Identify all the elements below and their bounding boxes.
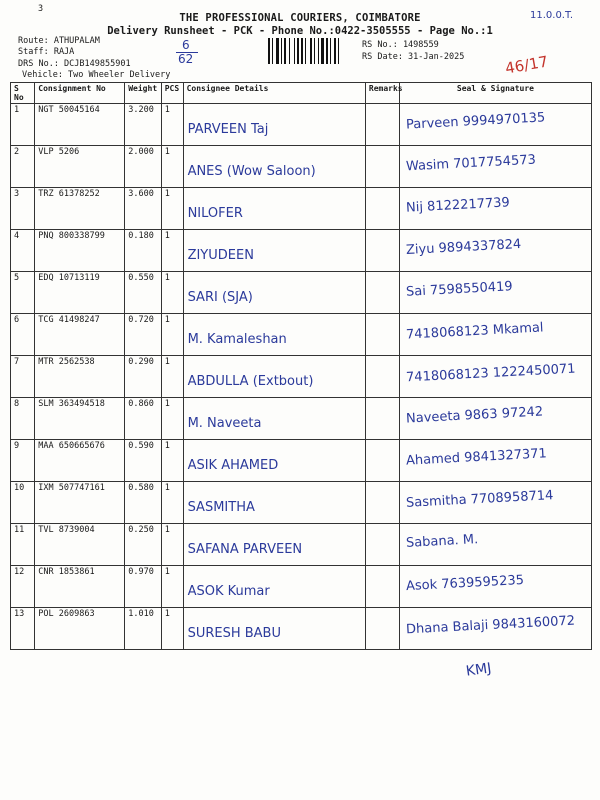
consignee-handwriting: ASOK Kumar xyxy=(187,584,270,599)
consignee-handwriting: NILOFER xyxy=(187,206,243,221)
corner-mark: 3 xyxy=(38,4,44,14)
cell-weight: 3.200 xyxy=(125,104,161,146)
cell-signature xyxy=(399,104,591,146)
cell-signature xyxy=(399,524,591,566)
cell-sno: 5 xyxy=(11,272,35,314)
table-row xyxy=(11,608,592,650)
signature-handwriting: 7418068123 Mkamal xyxy=(405,320,544,343)
cell-pcs: 1 xyxy=(161,314,183,356)
signature-handwriting: 7418068123 1222450071 xyxy=(405,361,576,386)
barcode xyxy=(268,38,354,64)
cell-remarks xyxy=(365,230,399,272)
table-row xyxy=(11,188,592,230)
cell-weight: 3.600 xyxy=(125,188,161,230)
cell-consignment-no: TVL 8739004 xyxy=(35,524,125,566)
cell-sno: 8 xyxy=(11,398,35,440)
table-row xyxy=(11,230,592,272)
cell-pcs: 1 xyxy=(161,482,183,524)
header-consignment: Consignment No xyxy=(35,83,125,104)
cell-sno: 12 xyxy=(11,566,35,608)
cell-pcs: 1 xyxy=(161,104,183,146)
consignee-handwriting: ABDULLA (Extbout) xyxy=(187,374,314,389)
cell-remarks xyxy=(365,104,399,146)
bottom-initials: KMJ xyxy=(465,660,493,680)
header-remarks: Remarks xyxy=(365,83,399,104)
route-label: Route: ATHUPALAM xyxy=(18,36,100,46)
consignee-handwriting: SURESH BABU xyxy=(187,626,281,641)
cell-sno: 10 xyxy=(11,482,35,524)
cell-pcs: 1 xyxy=(161,230,183,272)
cell-sno: 9 xyxy=(11,440,35,482)
cell-consignment-no: SLM 363494518 xyxy=(35,398,125,440)
cell-consignee xyxy=(183,272,365,314)
consignee-handwriting: PARVEEN Taj xyxy=(187,122,269,137)
table-row xyxy=(11,356,592,398)
table-header-row xyxy=(11,83,592,104)
cell-signature xyxy=(399,314,591,356)
cell-consignment-no: PNQ 800338799 xyxy=(35,230,125,272)
consignee-handwriting: M. Naveeta xyxy=(187,416,262,431)
cell-consignee xyxy=(183,566,365,608)
table-row xyxy=(11,104,592,146)
cell-consignment-no: EDQ 10713119 xyxy=(35,272,125,314)
cell-sno: 1 xyxy=(11,104,35,146)
top-right-note: 11.0.0.T. xyxy=(530,10,574,21)
cell-consignment-no: VLP 5206 xyxy=(35,146,125,188)
cell-pcs: 1 xyxy=(161,440,183,482)
vehicle-label: Vehicle: Two Wheeler Delivery xyxy=(22,70,171,80)
cell-weight: 0.250 xyxy=(125,524,161,566)
header-pcs: PCS xyxy=(161,83,183,104)
signature-handwriting: Asok 7639595235 xyxy=(405,572,525,595)
cell-consignment-no: CNR 1853861 xyxy=(35,566,125,608)
staff-label: Staff: RAJA xyxy=(18,47,75,57)
cell-signature xyxy=(399,398,591,440)
cell-weight: 2.000 xyxy=(125,146,161,188)
cell-consignee xyxy=(183,188,365,230)
table-row xyxy=(11,314,592,356)
header-consignee: Consignee Details xyxy=(183,83,365,104)
cell-remarks xyxy=(365,314,399,356)
cell-signature xyxy=(399,188,591,230)
cell-pcs: 1 xyxy=(161,356,183,398)
cell-remarks xyxy=(365,356,399,398)
cell-consignment-no: NGT 50045164 xyxy=(35,104,125,146)
cell-consignment-no: MTR 2562538 xyxy=(35,356,125,398)
cell-consignee xyxy=(183,440,365,482)
cell-consignee xyxy=(183,104,365,146)
cell-weight: 0.970 xyxy=(125,566,161,608)
cell-weight: 0.290 xyxy=(125,356,161,398)
consignee-handwriting: SASMITHA xyxy=(187,500,255,515)
fraction-top: 6 xyxy=(182,38,190,52)
table-row xyxy=(11,482,592,524)
cell-weight: 0.550 xyxy=(125,272,161,314)
rs-number: RS No.: 1498559 xyxy=(362,40,439,50)
table-row xyxy=(11,566,592,608)
cell-signature xyxy=(399,482,591,524)
cell-pcs: 1 xyxy=(161,608,183,650)
cell-remarks xyxy=(365,440,399,482)
cell-consignee xyxy=(183,524,365,566)
fraction-bottom: 62 xyxy=(178,52,194,66)
runsheet-table xyxy=(10,82,592,650)
cell-consignment-no: MAA 650665676 xyxy=(35,440,125,482)
cell-signature xyxy=(399,356,591,398)
cell-pcs: 1 xyxy=(161,272,183,314)
cell-weight: 0.720 xyxy=(125,314,161,356)
document-title: THE PROFESSIONAL COURIERS, COIMBATORE xyxy=(179,12,421,24)
table-row xyxy=(11,440,592,482)
cell-sno: 11 xyxy=(11,524,35,566)
cell-signature xyxy=(399,272,591,314)
consignee-handwriting: SARI (SJA) xyxy=(187,290,253,305)
cell-remarks xyxy=(365,146,399,188)
consignee-handwriting: M. Kamaleshan xyxy=(187,332,287,347)
signature-handwriting: Wasim 7017754573 xyxy=(405,152,537,175)
rs-date: RS Date: 31-Jan-2025 xyxy=(362,52,465,62)
cell-remarks xyxy=(365,482,399,524)
cell-consignment-no: TCG 41498247 xyxy=(35,314,125,356)
signature-handwriting: Sabana. M. xyxy=(405,532,479,551)
cell-weight: 0.180 xyxy=(125,230,161,272)
header-weight: Weight xyxy=(125,83,161,104)
signature-handwriting: Ziyu 9894337824 xyxy=(405,236,522,259)
cell-consignee xyxy=(183,608,365,650)
signature-handwriting: Sasmitha 7708958714 xyxy=(405,488,554,511)
cell-pcs: 1 xyxy=(161,524,183,566)
cell-consignee xyxy=(183,398,365,440)
cell-pcs: 1 xyxy=(161,188,183,230)
cell-pcs: 1 xyxy=(161,566,183,608)
consignee-handwriting: SAFANA PARVEEN xyxy=(187,542,303,557)
consignee-handwriting: ZIYUDEEN xyxy=(187,248,254,263)
cell-pcs: 1 xyxy=(161,146,183,188)
cell-sno: 3 xyxy=(11,188,35,230)
cell-weight: 1.010 xyxy=(125,608,161,650)
consignee-handwriting: ASIK AHAMED xyxy=(187,458,279,473)
signature-handwriting: Parveen 9994970135 xyxy=(405,110,546,133)
cell-sno: 6 xyxy=(11,314,35,356)
header-signature: Seal & Signature xyxy=(399,83,591,104)
cell-weight: 0.580 xyxy=(125,482,161,524)
cell-remarks xyxy=(365,566,399,608)
cell-remarks xyxy=(365,188,399,230)
cell-sno: 2 xyxy=(11,146,35,188)
drs-number: DRS No.: DCJB149855901 xyxy=(18,59,131,69)
cell-signature xyxy=(399,146,591,188)
table-row xyxy=(11,146,592,188)
signature-handwriting: Ahamed 9841327371 xyxy=(405,446,548,469)
table-row xyxy=(11,272,592,314)
document-subtitle: Delivery Runsheet - PCK - Phone No.:0422-3505555 - Page No.:1 xyxy=(107,25,493,37)
cell-consignee xyxy=(183,230,365,272)
signature-handwriting: Dhana Balaji 9843160072 xyxy=(405,613,576,638)
red-handwritten-mark: 46/17 xyxy=(503,52,550,78)
cell-pcs: 1 xyxy=(161,398,183,440)
cell-signature xyxy=(399,566,591,608)
header-sno: S No xyxy=(11,83,35,104)
cell-remarks xyxy=(365,524,399,566)
cell-consignment-no: TRZ 61378252 xyxy=(35,188,125,230)
table-row xyxy=(11,398,592,440)
cell-consignee xyxy=(183,482,365,524)
cell-signature xyxy=(399,230,591,272)
cell-remarks xyxy=(365,398,399,440)
cell-sno: 4 xyxy=(11,230,35,272)
signature-handwriting: Nij 8122217739 xyxy=(405,195,511,216)
cell-sno: 13 xyxy=(11,608,35,650)
cell-weight: 0.590 xyxy=(125,440,161,482)
cell-consignee xyxy=(183,146,365,188)
cell-consignee xyxy=(183,314,365,356)
cell-weight: 0.860 xyxy=(125,398,161,440)
cell-sno: 7 xyxy=(11,356,35,398)
signature-handwriting: Naveeta 9863 97242 xyxy=(405,404,544,427)
table-row xyxy=(11,524,592,566)
cell-consignee xyxy=(183,356,365,398)
cell-signature xyxy=(399,608,591,650)
cell-remarks xyxy=(365,272,399,314)
cell-signature xyxy=(399,440,591,482)
signature-handwriting: Sai 7598550419 xyxy=(405,279,513,300)
cell-remarks xyxy=(365,608,399,650)
cell-consignment-no: POL 2609863 xyxy=(35,608,125,650)
consignee-handwriting: ANES (Wow Saloon) xyxy=(187,164,316,179)
cell-consignment-no: IXM 507747161 xyxy=(35,482,125,524)
